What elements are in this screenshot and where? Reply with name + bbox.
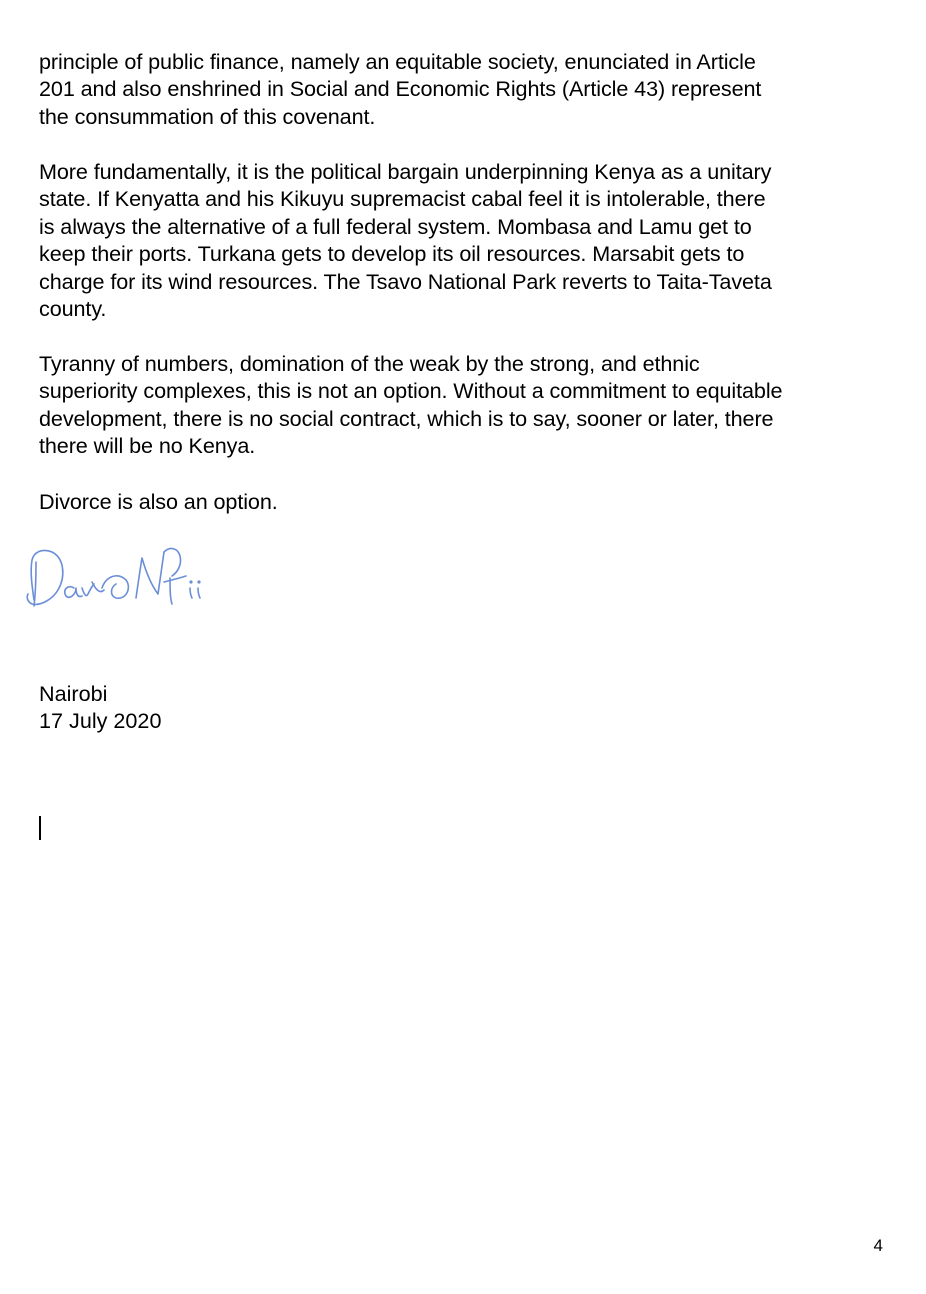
handwritten-signature <box>14 538 214 618</box>
paragraph-3: Tyranny of numbers, domination of the weak by the strong, and ethnic superiority complexes, this is not an option. Without a commitment to equitable development, there is no social contract, which is to say, sooner or later, there there will be no Kenya. <box>39 351 783 459</box>
page-number: 4 <box>873 1236 883 1255</box>
paragraph-2: More fundamentally, it is the political bargain underpinning Kenya as a unitary state. If Kenyatta and his Kikuyu supremacist cabal feel it is intolerable, there is always the alternative of a full federal system. Mombasa and Lamu get to keep their ports. Turkana gets to develop its oil resources. Marsabit gets to charge for its wind resources. The Tsavo National Park reverts to Taita-Taveta county. <box>39 159 772 322</box>
date: 17 July 2020 <box>39 708 162 734</box>
closing-block <box>39 680 161 735</box>
place: Nairobi <box>39 681 108 706</box>
paragraph-1: principle of public finance, namely an equitable society, enunciated in Article 201 and also enshrined in Social and Economic Rights (Article 43) represent the consummation of this covenant. <box>39 49 762 129</box>
paragraph-4: Divorce is also an option. <box>39 489 278 514</box>
text-cursor <box>39 816 41 840</box>
